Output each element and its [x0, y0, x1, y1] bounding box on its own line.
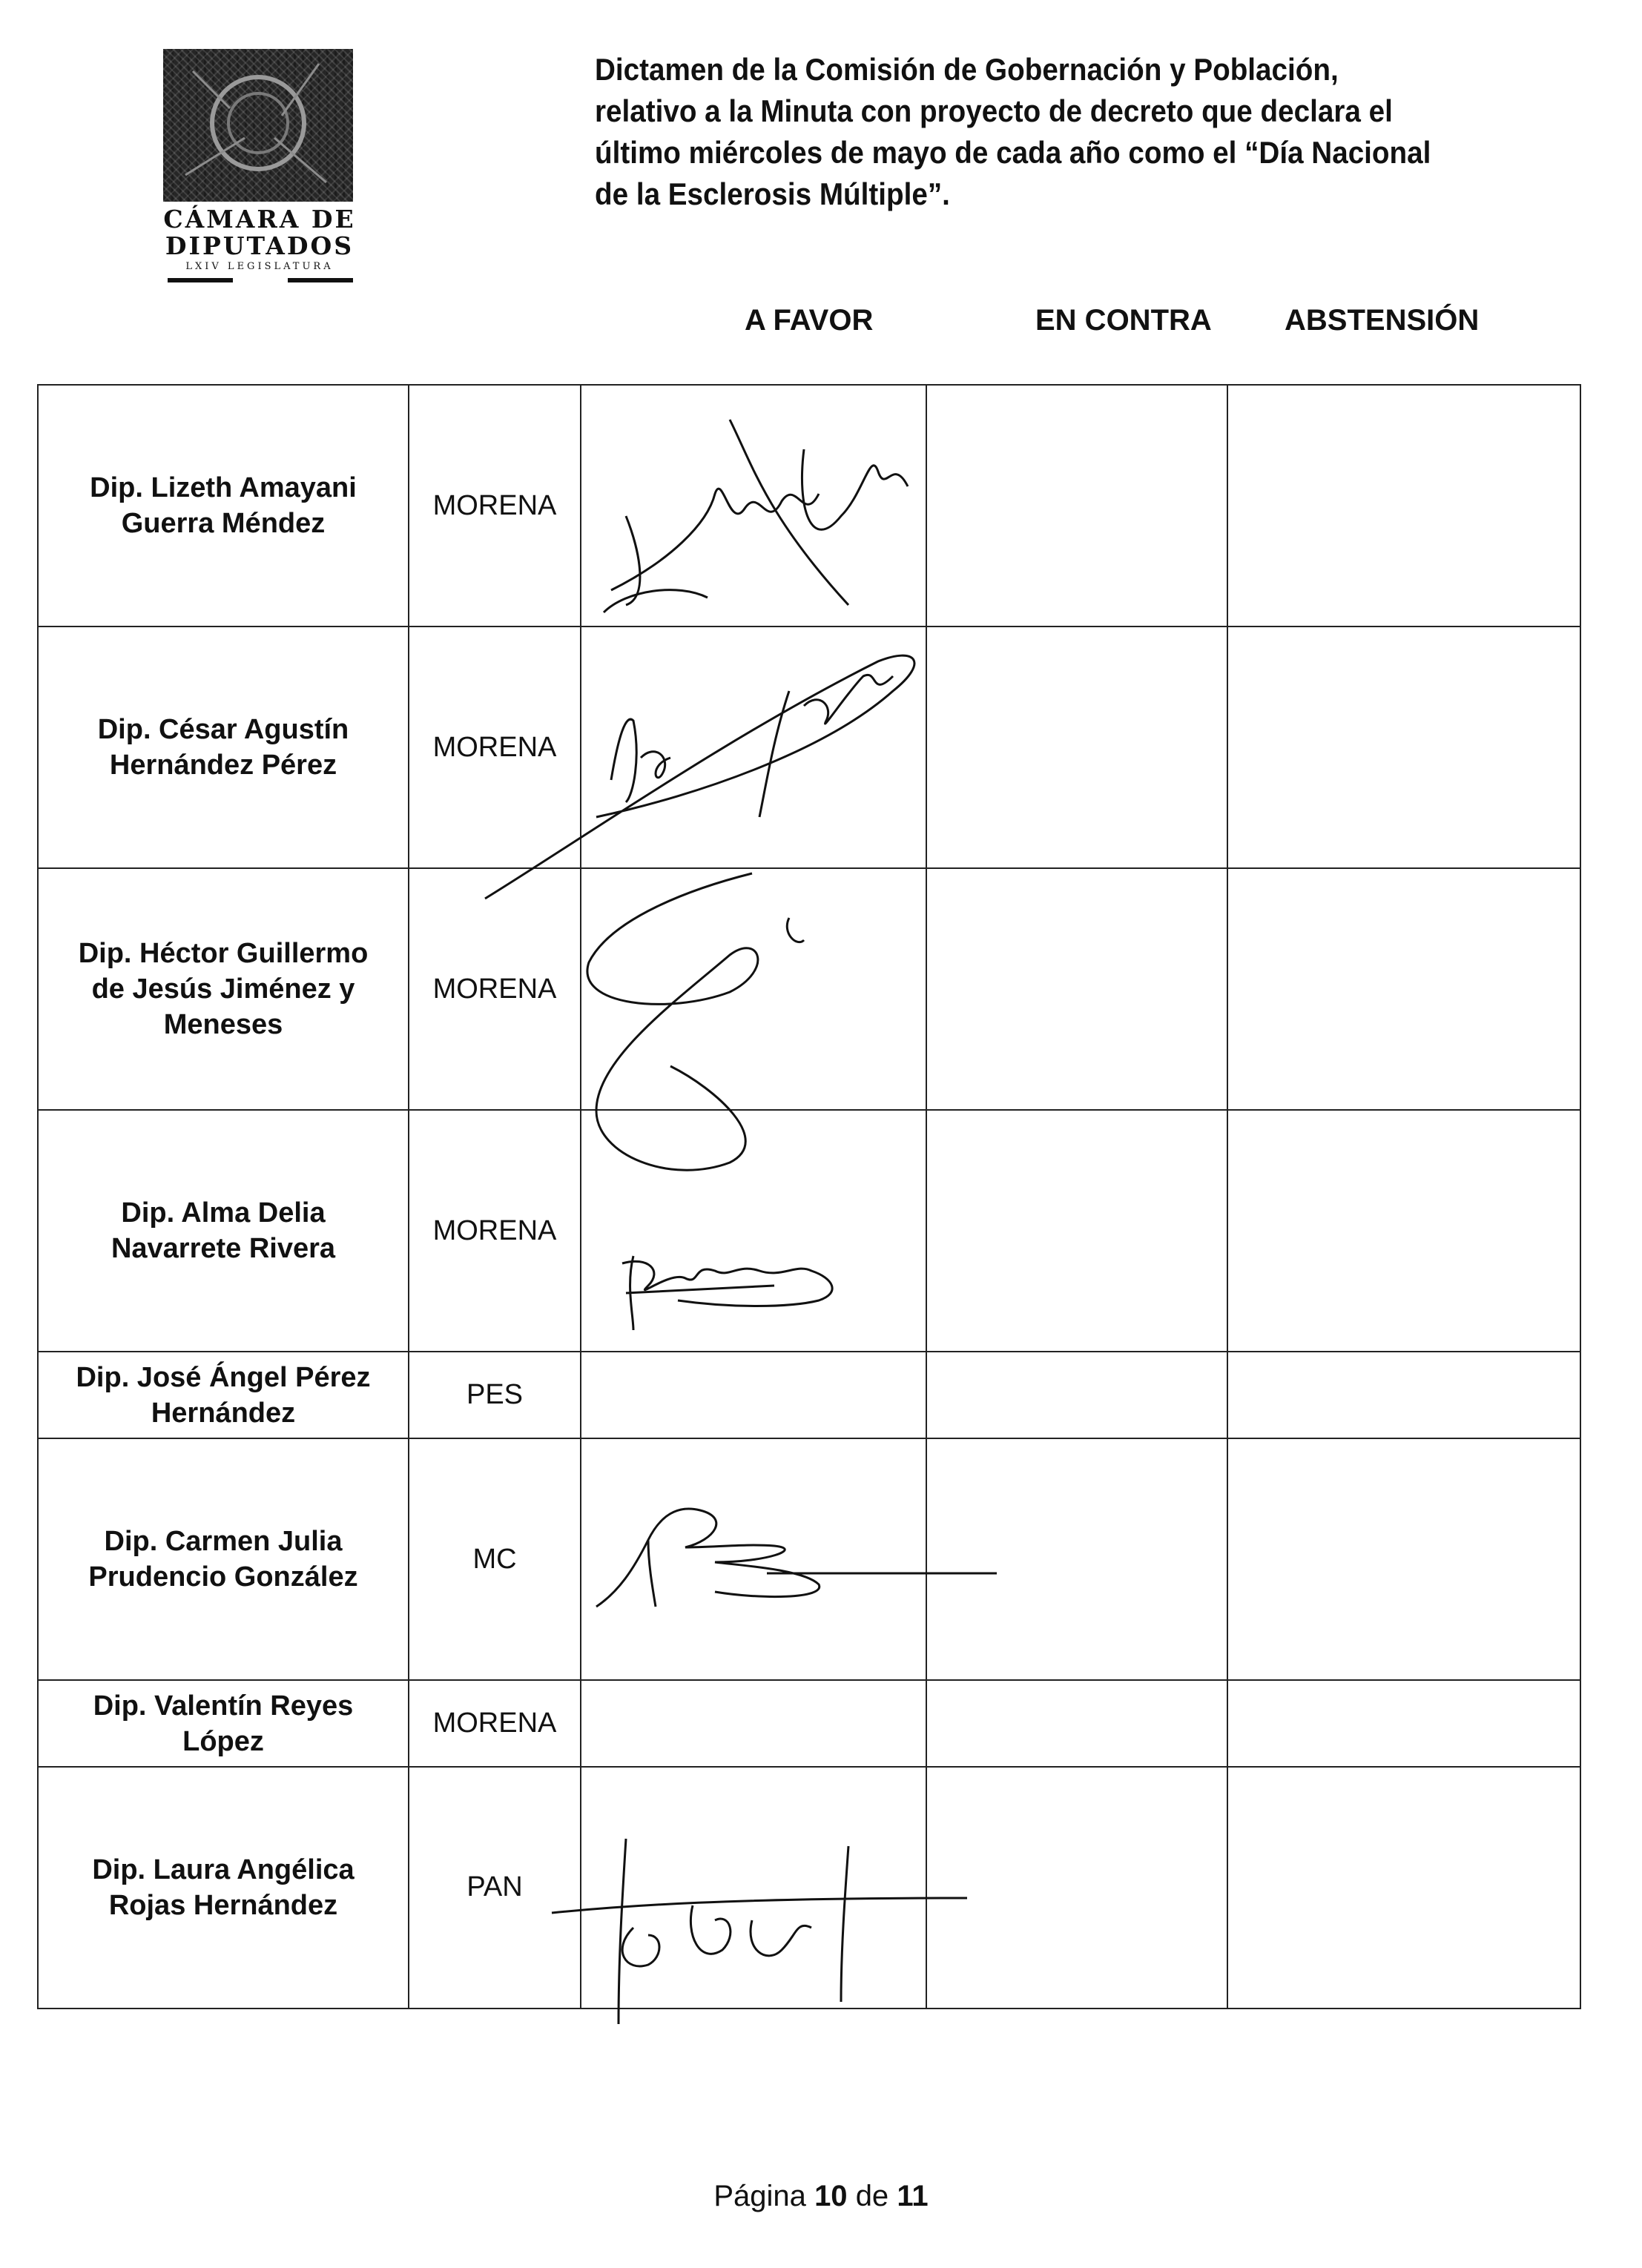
party-cell: MORENA [409, 868, 581, 1110]
signature-image [581, 647, 926, 848]
party-cell: MC [409, 1438, 581, 1680]
deputy-name: Dip. César Agustín Hernández Pérez [97, 714, 349, 781]
page-prefix: Página [713, 2180, 806, 2212]
chamber-logo [163, 49, 356, 294]
deputy-name: Dip. José Ángel Pérez Hernández [76, 1361, 371, 1429]
deputy-name: Dip. Laura Angélica Rojas Hernández [92, 1854, 355, 1921]
abstencion-cell [1227, 868, 1580, 1110]
party-cell: MORENA [409, 1110, 581, 1352]
deputy-name: Dip. Alma Delia Navarrete Rivera [111, 1197, 336, 1265]
favor-cell [581, 1680, 926, 1767]
signature-image [581, 1458, 926, 1660]
column-header-favor: A FAVOR [745, 304, 874, 337]
table-row [38, 385, 1580, 626]
signature-image [581, 1130, 926, 1332]
signature-image [581, 1787, 926, 1988]
contra-cell [926, 626, 1227, 868]
favor-cell [581, 385, 926, 626]
logo-line3: LXIV LEGISLATURA [185, 261, 334, 272]
contra-cell [926, 385, 1227, 626]
deputy-name: Dip. Valentín Reyes López [93, 1690, 354, 1757]
party-cell: MORENA [409, 385, 581, 626]
total-pages: 11 [897, 2180, 929, 2212]
table-row [38, 868, 1580, 1110]
table-row [38, 1680, 1580, 1767]
contra-cell [926, 1767, 1227, 2009]
deputy-name: Dip. Carmen Julia Prudencio González [88, 1526, 358, 1593]
abstencion-cell [1227, 1110, 1580, 1352]
abstencion-cell [1227, 1767, 1580, 2009]
party-cell: PES [409, 1352, 581, 1438]
favor-cell [581, 626, 926, 868]
page-number [0, 2180, 1642, 2213]
heading-line: último miércoles de mayo de cada año como el “Día Nacional [595, 135, 1431, 170]
heading-line: Dictamen de la Comisión de Gobernación y Población, [595, 52, 1339, 87]
table-row [38, 1767, 1580, 2009]
party-cell: MORENA [409, 1680, 581, 1767]
party-cell: MORENA [409, 626, 581, 868]
table-row [38, 626, 1580, 868]
contra-cell [926, 1680, 1227, 1767]
table-row [38, 1110, 1580, 1352]
column-header-contra: EN CONTRA [1035, 304, 1212, 337]
votes-table [37, 384, 1581, 2009]
heading-line: de la Esclerosis Múltiple”. [595, 176, 950, 211]
abstencion-cell [1227, 1680, 1580, 1767]
favor-cell [581, 1767, 926, 2009]
contra-cell [926, 1438, 1227, 1680]
deputy-name: Dip. Héctor Guillermo de Jesús Jiménez y Meneses [78, 938, 369, 1041]
signature-image [581, 888, 926, 1090]
deputy-name: Dip. Lizeth Amayani Guerra Méndez [90, 472, 357, 540]
contra-cell [926, 1110, 1227, 1352]
current-page: 10 [814, 2180, 848, 2212]
favor-cell [581, 868, 926, 1110]
abstencion-cell [1227, 1352, 1580, 1438]
abstencion-cell [1227, 626, 1580, 868]
page-middle: de [855, 2180, 889, 2212]
logo-bars [168, 278, 353, 282]
table-row [38, 1352, 1580, 1438]
heading-line: relativo a la Minuta con proyecto de decreto que declara el [595, 93, 1393, 128]
column-header-abstencion: ABSTENSIÓN [1285, 304, 1480, 337]
party-cell: PAN [409, 1767, 581, 2009]
logo-line2: DIPUTADOS [165, 231, 355, 260]
contra-cell [926, 1352, 1227, 1438]
document-heading [595, 49, 1431, 215]
logo-emblem [163, 49, 353, 202]
logo-line1: CÁMARA DE [163, 205, 356, 234]
abstencion-cell [1227, 385, 1580, 626]
favor-cell [581, 1438, 926, 1680]
contra-cell [926, 868, 1227, 1110]
abstencion-cell [1227, 1438, 1580, 1680]
signature-image [581, 405, 926, 606]
table-row [38, 1438, 1580, 1680]
favor-cell [581, 1110, 926, 1352]
favor-cell [581, 1352, 926, 1438]
